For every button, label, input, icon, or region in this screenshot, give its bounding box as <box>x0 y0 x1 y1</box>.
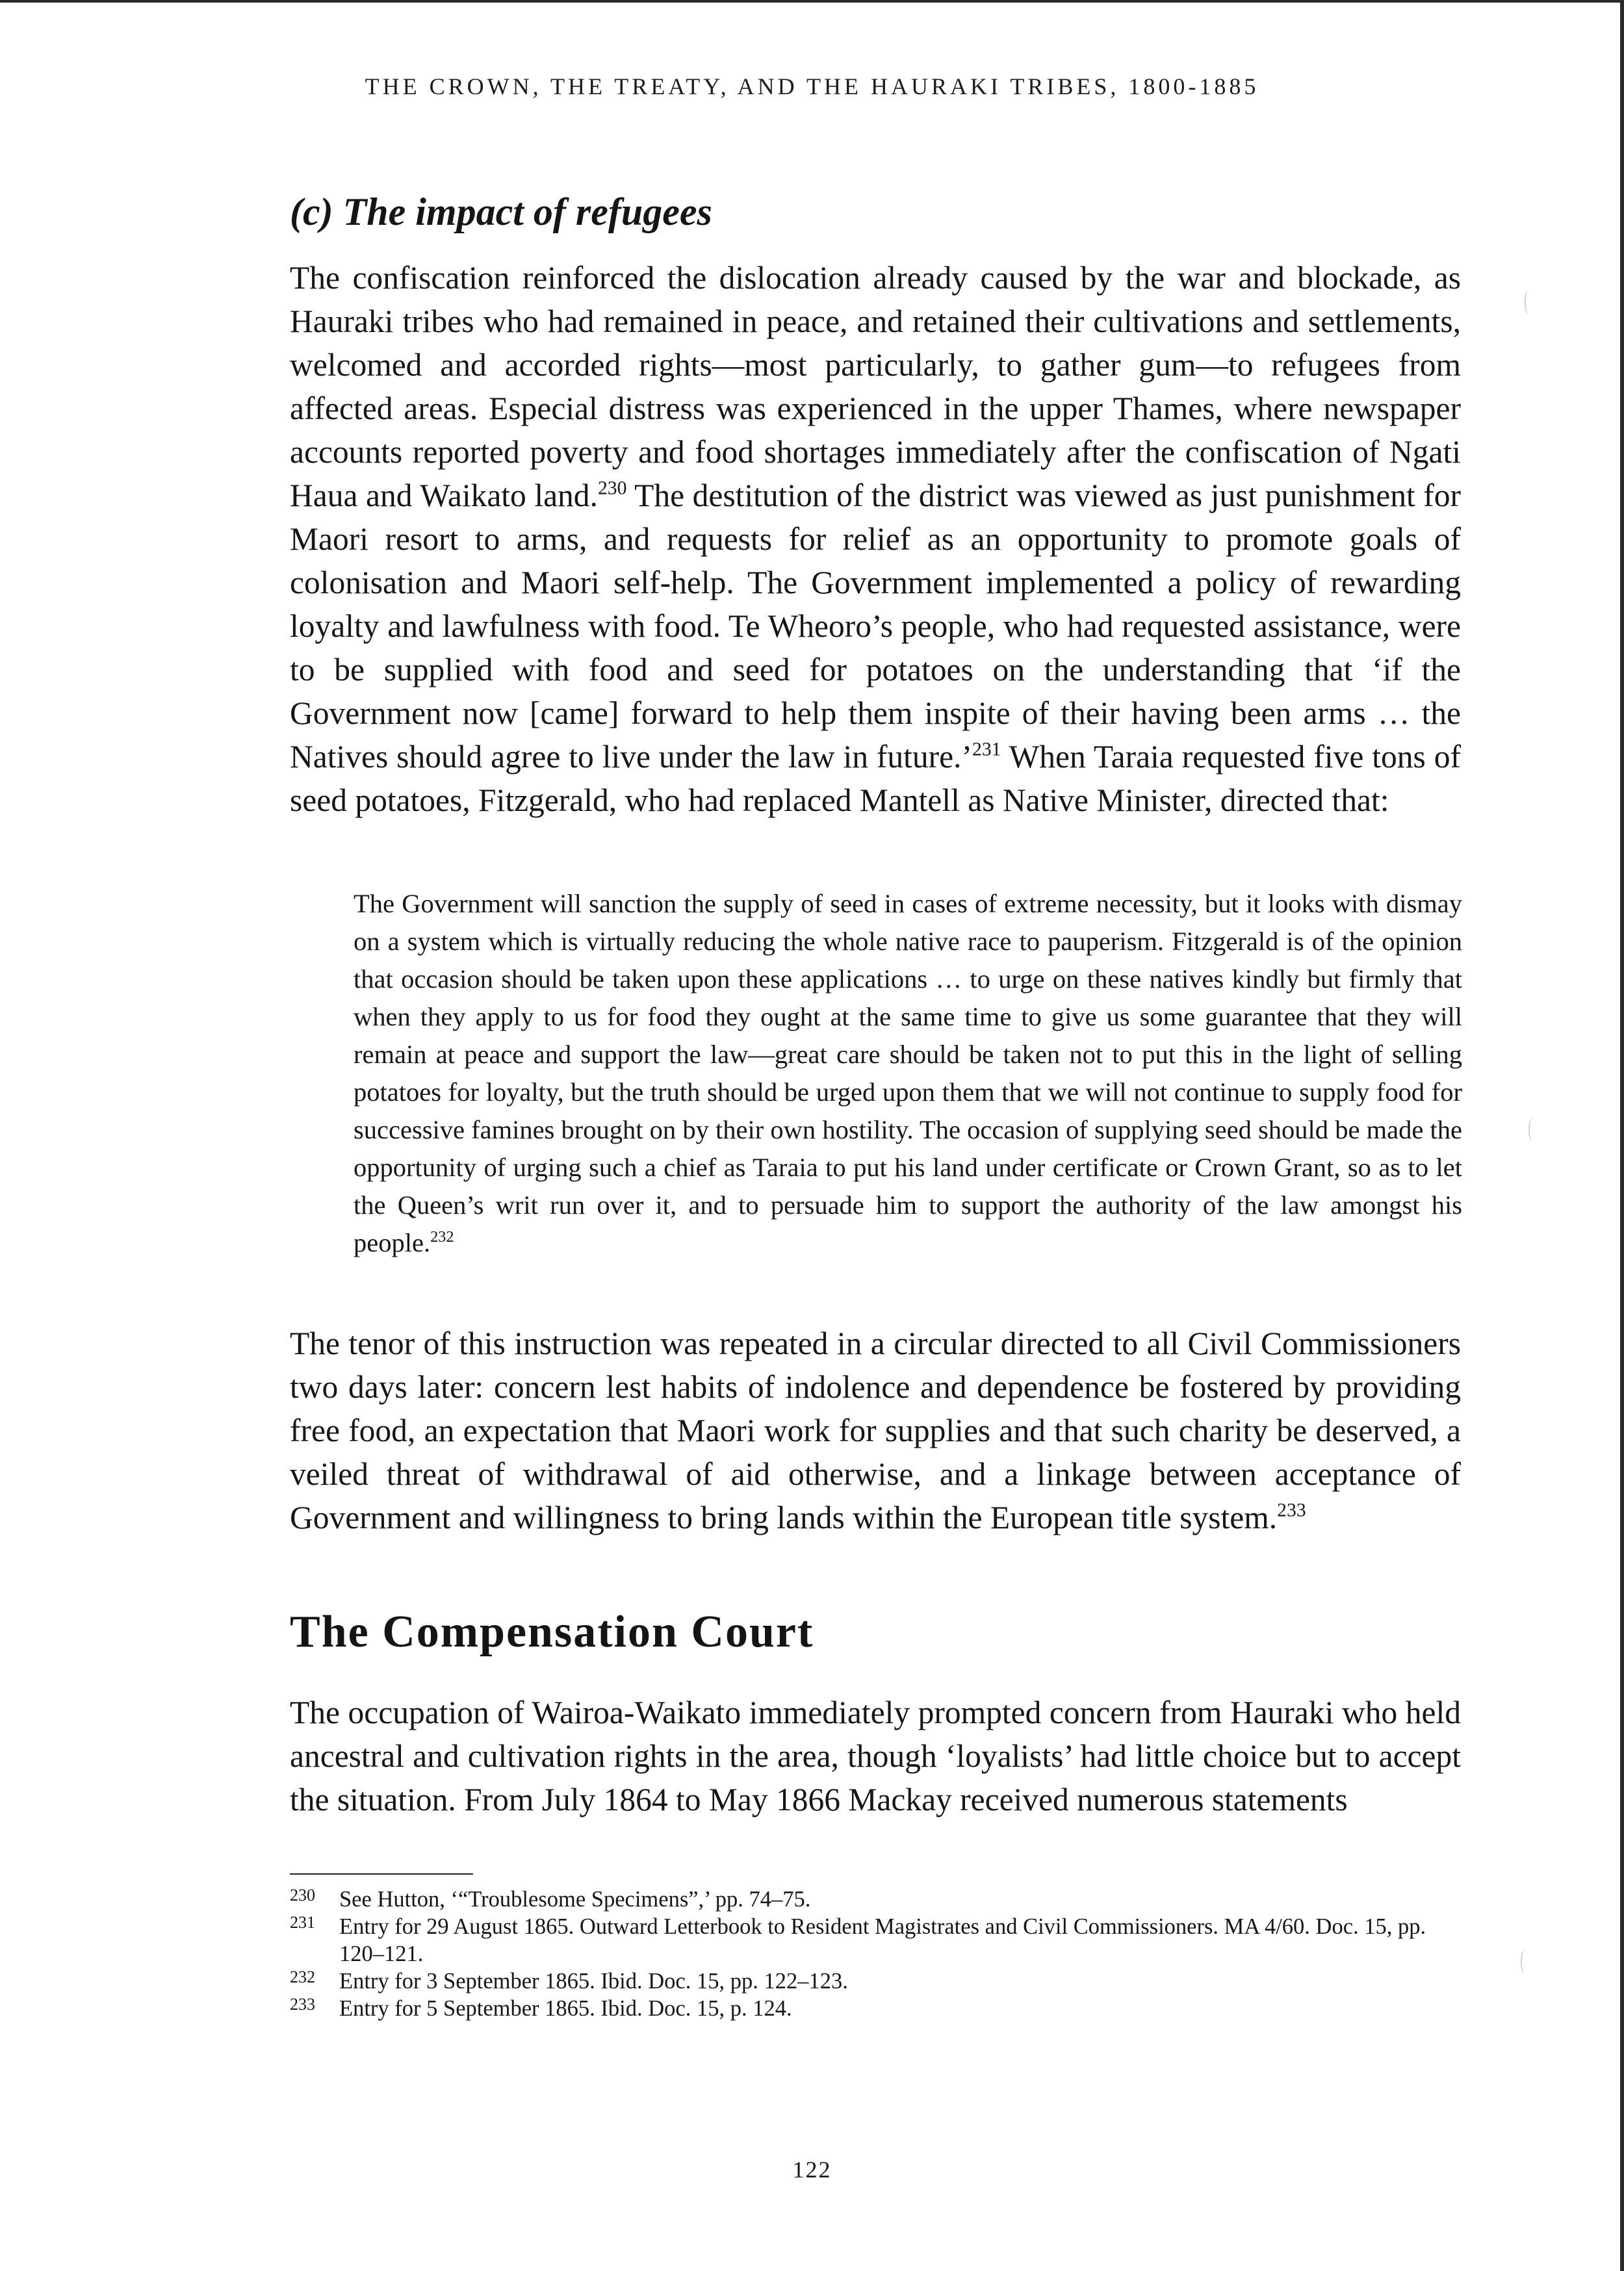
footnote-text: Entry for 5 September 1865. Ibid. Doc. 15, p. 124. <box>339 1996 792 2021</box>
page-number: 122 <box>792 2157 832 2183</box>
footnote-ref[interactable]: 230 <box>597 478 627 499</box>
footnote-divider <box>290 1873 473 1875</box>
scan-border-right <box>1620 0 1624 2271</box>
footnote-number: 232 <box>290 1968 315 1986</box>
paragraph-text: The destitution of the district was viewed as just punishment for Maori resort to arms, and requests for relief as an opportunity to promote goals of colonisation and Maori self-help. The Government implemented a policy of rewarding loyalty and lawfulness with food. Te Wheoro’s people, who had requested assistance, were to be supplied with food and seed for potatoes on the understanding that ‘if the Government now [came] forward to help them inspite of their having been arms … the Natives should agree to live under the law in future.’ <box>290 478 1461 775</box>
section-heading: (c) The impact of refugees <box>290 190 712 233</box>
footnote-number: 233 <box>290 1995 315 2014</box>
body-paragraph-2 <box>290 1322 1461 1539</box>
footnote-number: 230 <box>290 1886 315 1905</box>
paragraph-text: The confiscation reinforced the dislocation already caused by the war and blockade, as Hauraki tribes who had remained in peace, and retained their cultivations and settlements, welcomed and accorded rights—most particularly, to gather gum—to refugees from affected areas. Especial distress was experienced in the upper Thames, where newspaper accounts reported poverty and food shortages immediately after the confiscation of Ngati Haua and Waikato land. <box>290 260 1461 513</box>
footnote-ref[interactable]: 232 <box>430 1227 454 1246</box>
footnote-ref[interactable]: 233 <box>1277 1500 1306 1521</box>
footnote <box>290 1995 1460 2022</box>
paragraph-text: The occupation of Wairoa-Waikato immediately prompted concern from Hauraki who held ancestral and cultivation rights in the area, though ‘loyalists’ had little choice but to accept the situation. From July 1864 to May 1866 Mackay received numerous statements <box>290 1695 1461 1817</box>
footnote-number: 231 <box>290 1913 315 1932</box>
quote-text: The Government will sanction the supply of seed in cases of extreme necessity, but it looks with dismay on a system which is virtually reducing the whole native race to pauperism. Fitzgerald is of the opinion that occasion should be taken upon these applications … to urge on these natives kindly but firmly that when they apply to us for food they ought at the same time to give us some guarantee that they will remain at peace and support the law—great care should be taken not to put this in the light of selling potatoes for loyalty, but the truth should be urged upon them that we will not continue to supply food for successive famines brought on by their own hostility. The occasion of supplying seed should be made the opportunity of urging such a chief as Taraia to put his land under certificate or Crown Grant, so as to let the Queen’s writ run over it, and to persuade him to support the authority of the law amongst his people. <box>354 889 1462 1257</box>
body-paragraph-1 <box>290 256 1461 822</box>
footnote-text: Entry for 3 September 1865. Ibid. Doc. 15, pp. 122–123. <box>339 1969 848 1994</box>
footnote-text: Entry for 29 August 1865. Outward Letterbook to Resident Magistrates and Civil Commissioners. MA 4/60. Doc. 15, pp. 120–121. <box>339 1914 1426 1966</box>
scan-artifact <box>1525 290 1532 314</box>
footnote <box>290 1968 1460 1995</box>
footnote <box>290 1913 1460 1968</box>
footnote <box>290 1886 1460 1913</box>
chapter-heading: The Compensation Court <box>290 1607 814 1657</box>
running-head: THE CROWN, THE TREATY, AND THE HAURAKI TRIBES, 1800-1885 <box>365 73 1259 99</box>
scan-border-top <box>0 0 1624 3</box>
paragraph-text: When Taraia requested five tons of seed potatoes, Fitzgerald, who had replaced Mantell as Native Minister, directed that: <box>290 739 1461 818</box>
block-quote <box>354 885 1462 1262</box>
scan-artifact <box>1528 1118 1536 1142</box>
footnote-ref[interactable]: 231 <box>972 739 1001 760</box>
footnote-text: See Hutton, ‘“Troublesome Specimens”,’ pp. 74–75. <box>339 1887 811 1912</box>
paragraph-text: The tenor of this instruction was repeated in a circular directed to all Civil Commissioners two days later: concern lest habits of indolence and dependence be fostered by providing free food, an expectation that Maori work for supplies and that such charity be deserved, a veiled threat of withdrawal of aid otherwise, and a linkage between acceptance of Government and willingness to bring lands within the European title system. <box>290 1326 1461 1535</box>
body-paragraph-3 <box>290 1691 1461 1821</box>
footnotes <box>290 1886 1460 2022</box>
scan-artifact <box>1521 1949 1528 1974</box>
